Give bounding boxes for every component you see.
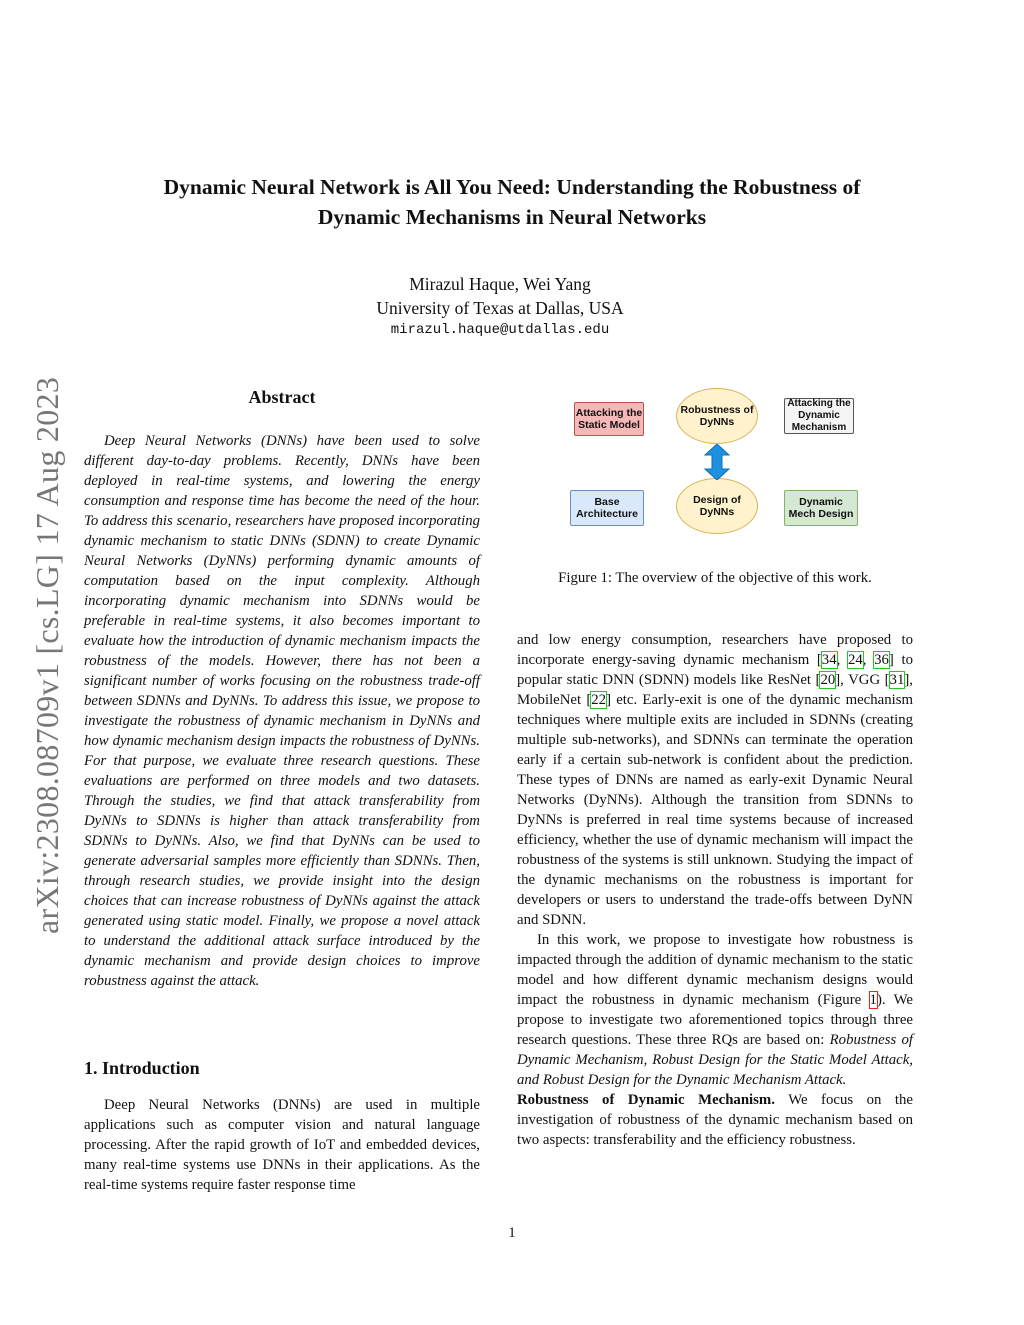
abstract-heading: Abstract <box>248 387 316 407</box>
paragraph-robustness: Robustness of Dynamic Mechanism. We focus on the investigation of robustness of the dynamic mechanism based on two aspects: transferability and the efficiency robustness. <box>517 1092 913 1148</box>
figure-1-caption: Figure 1: The overview of the objective of this work. <box>558 570 872 586</box>
robustness-run-in-heading: Robustness of Dynamic Mechanism. <box>517 1092 775 1108</box>
right-column-text <box>517 630 913 1150</box>
page-number: 1 <box>508 1225 516 1241</box>
citation-34[interactable]: 34 <box>821 652 837 668</box>
citation-36[interactable]: 36 <box>874 652 889 668</box>
introduction-heading: 1. Introduction <box>84 1058 200 1078</box>
node-robustness-dynns: Robustness of DyNNs <box>676 388 758 444</box>
affiliation: University of Texas at Dallas, USA <box>376 298 624 318</box>
title-line-2: Dynamic Mechanisms in Neural Networks <box>317 205 707 229</box>
citation-20[interactable]: 20 <box>820 672 836 688</box>
citation-22[interactable]: 22 <box>591 692 607 708</box>
introduction-paragraph: Deep Neural Networks (DNNs) are used in multiple applications such as computer vision and natural language processing. After the rapid growth of IoT and embedded devices, many real-time systems use DNNs in their applications. As the real-time systems require faster response time <box>84 1097 480 1193</box>
arxiv-watermark: arXiv:2308.08709v1 [cs.LG] 17 Aug 2023 <box>29 376 65 934</box>
author-names: Mirazul Haque, Wei Yang <box>409 274 591 294</box>
paper-title <box>80 172 944 232</box>
node-base-architecture: Base Architecture <box>570 490 644 526</box>
figure-1-link[interactable]: 1 <box>869 992 877 1008</box>
abstract-text: Deep Neural Networks (DNNs) have been used to solve different day-to-day problems. Recently, DNNs have been deployed in real-time systems, and lowering the energy consumption and response time has become the need of the hour. To address this scenario, researchers have proposed incorporating dynamic mechanism to static DNNs (SDNN) to create Dynamic Neural Networks (DyNNs) performing dynamic amounts of computation based on the input complexity. Although incorporating dynamic mechanism into SDNNs would be preferable in real-time systems, it also becomes important to evaluate how the introduction of dynamic mechanism impacts the robustness of the models. However, there has not been a significant number of works focusing on the robustness trade-off between SDNNs and DyNNs. To address this issue, we propose to investigate the robustness of dynamic mechanism in DyNNs and how dynamic mechanism design impacts the robustness of DyNNs. For that purpose, we evaluate three research questions. These evaluations are performed on three models and two datasets. Through the studies, we find that attack transferability from DyNNs to SDNNs is higher than attack transferability from SDNNs to DyNNs. Also, we find that DyNNs can be used to generate adversarial samples more efficiently than SDNNs. Then, through research studies, we provide insight into the design choices that can increase robustness of DyNNs against the attack generated using static model. Finally, we propose a novel attack to understand the additional attack surface introduced by the dynamic mechanism and provide design choices to improve robustness against the attack. <box>84 433 480 989</box>
node-dynamic-mech-design: Dynamic Mech Design <box>784 490 858 526</box>
paragraph-this-work: In this work, we propose to investigate how robustness is impacted through the addition of dynamic mechanism to the static model and how different dynamic mechanism designs would impact the robustness in dynamic mechanism (Figure 1). We propose to investigate two aforementioned topics through three research questions. These three RQs are based on: Robustness of Dynamic Mechanism, Robust Design for the Static Model Attack, and Robust Design for the Dynamic Mechanism Attack. <box>517 932 914 1088</box>
node-attacking-static-model: Attacking the Static Model <box>574 402 644 436</box>
node-design-dynns: Design of DyNNs <box>676 478 758 534</box>
figure-1-diagram <box>560 386 870 536</box>
author-block <box>200 272 800 320</box>
paragraph-energy: and low energy consumption, researchers have proposed to incorporate energy-saving dynamic mechanism [34, 24, 36] to popular static DNN (SDNN) models like ResNet [20], VGG [31], MobileNet [22] etc. Early-exit is one of the dynamic mechanism techniques where multiple exits are included in SDNNs (creating multiple sub-networks), and SDNNs can terminate the operation early if a certain sub-network is confident about the prediction. These types of DNNs are named as early-exit Dynamic Neural Networks (DyNNs). Although the transition from SDNNs to DyNNs is preferred in real time systems because of increased efficiency, whether the use of dynamic mechanism will impact the robustness of the systems is still unknown. Studying the impact of the dynamic mechanisms on the robustness is important for developers or users to understand the trade-offs between DyNN and SDNN. <box>517 632 913 928</box>
title-line-1: Dynamic Neural Network is All You Need: Understanding the Robustness of <box>163 175 861 199</box>
citation-24[interactable]: 24 <box>847 652 863 668</box>
node-attacking-dynamic-mechanism: Attacking the Dynamic Mechanism <box>784 398 854 434</box>
author-email: mirazul.haque@utdallas.edu <box>390 322 610 338</box>
citation-31[interactable]: 31 <box>889 672 905 688</box>
double-arrow-icon <box>703 444 731 480</box>
